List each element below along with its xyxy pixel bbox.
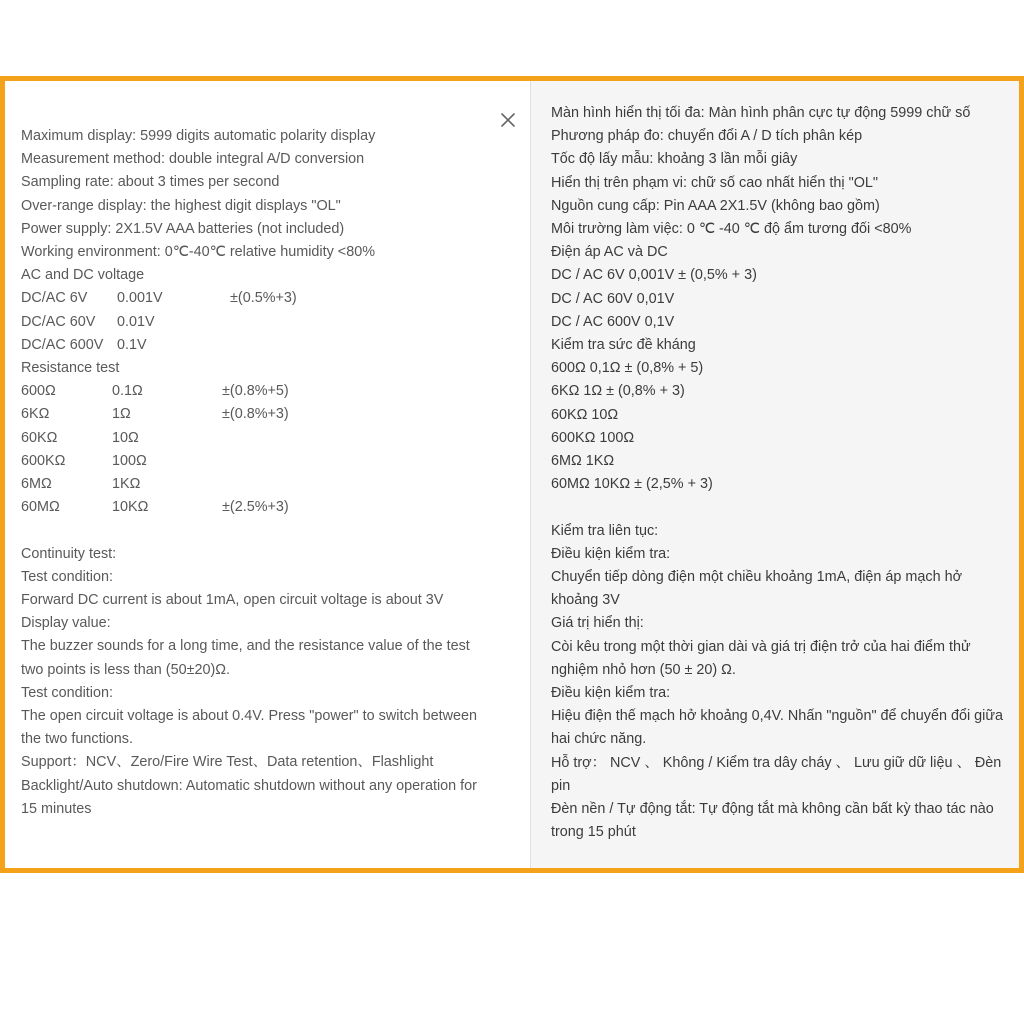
section-heading-resistance: Kiểm tra sức đề kháng	[551, 337, 696, 354]
spec-line: Chuyển tiếp dòng điện một chiều khoảng 1mA, điện áp mạch hở khoảng 3V	[551, 569, 963, 609]
voltage-row	[21, 311, 491, 334]
resistance-row	[21, 380, 491, 403]
original-text-pane	[5, 81, 530, 868]
range-cell: DC/AC 600V	[21, 336, 104, 353]
original-spec-text	[21, 125, 491, 821]
spec-line: DC / AC 6V 0,001V ± (0,5% + 3)	[551, 267, 757, 284]
resistance-row	[21, 427, 491, 450]
spec-line: 600KΩ 100Ω	[551, 429, 635, 446]
range-cell: 6KΩ	[21, 406, 50, 423]
resolution-cell: 10Ω	[112, 429, 139, 446]
spec-line: Display value:	[21, 615, 111, 632]
spec-line: Hiệu điện thế mạch hở khoảng 0,4V. Nhấn "nguồn" để chuyển đổi giữa hai chức năng.	[551, 708, 1003, 748]
spec-line: DC / AC 600V 0,1V	[551, 313, 675, 330]
resolution-cell: 0.1V	[117, 336, 147, 353]
spec-line: DC / AC 60V 0,01V	[551, 290, 675, 307]
spec-line: Working environment: 0℃-40℃ relative humidity <80%	[21, 244, 376, 261]
translated-spec-text	[551, 102, 1013, 844]
range-cell: 600Ω	[21, 383, 56, 400]
spec-line: 60KΩ 10Ω	[551, 406, 619, 423]
section-heading-voltage: AC and DC voltage	[21, 267, 145, 284]
spec-line: Test condition:	[21, 568, 113, 585]
spec-line: Tốc độ lấy mẫu: khoảng 3 lần mỗi giây	[551, 151, 798, 168]
spec-line: Màn hình hiển thị tối đa: Màn hình phân cực tự động 5999 chữ số	[551, 105, 971, 121]
accuracy-cell: ±(0.5%+3)	[230, 290, 297, 307]
close-button[interactable]	[495, 107, 521, 133]
section-heading-continuity: Continuity test:	[21, 545, 117, 562]
translated-text-pane	[530, 81, 1019, 868]
resistance-row	[21, 450, 491, 473]
spec-line: Measurement method: double integral A/D conversion	[21, 151, 365, 168]
spacer	[551, 496, 1013, 519]
accuracy-cell: ±(0.8%+3)	[222, 406, 289, 423]
spec-line: Maximum display: 5999 digits automatic polarity display	[21, 128, 376, 144]
resistance-row	[21, 403, 491, 426]
spec-line: Điều kiện kiểm tra:	[551, 545, 671, 562]
resolution-cell: 1Ω	[112, 406, 131, 423]
spec-line: 6MΩ 1KΩ	[551, 453, 615, 470]
spec-line: Hỗ trợ： NCV 、 Không / Kiểm tra dây cháy 、 Lưu giữ dữ liệu 、 Đèn pin	[551, 754, 1002, 794]
spec-line: 60MΩ 10KΩ ± (2,5% + 3)	[551, 476, 713, 493]
spec-line: The buzzer sounds for a long time, and the resistance value of the test two points is less than (50±20)Ω.	[21, 638, 470, 678]
close-icon	[501, 113, 515, 127]
spec-line: Môi trường làm việc: 0 ℃ -40 ℃ độ ẩm tương đối <80%	[551, 221, 912, 238]
range-cell: 600KΩ	[21, 452, 66, 469]
resolution-cell: 10KΩ	[112, 499, 149, 516]
section-heading-voltage: Điện áp AC và DC	[551, 244, 668, 261]
spec-line: The open circuit voltage is about 0.4V. Press "power" to switch between the two functions.	[21, 707, 478, 748]
spec-line: Điều kiện kiểm tra:	[551, 685, 671, 702]
spec-line: Nguồn cung cấp: Pin AAA 2X1.5V (không bao gồm)	[551, 197, 880, 214]
spec-dialog	[0, 76, 1024, 873]
spec-line: Forward DC current is about 1mA, open circuit voltage is about 3V	[21, 591, 444, 608]
resolution-cell: 1KΩ	[112, 475, 141, 492]
spec-line: Phương pháp đo: chuyển đổi A / D tích phân kép	[551, 128, 863, 145]
spec-line: Giá trị hiển thị:	[551, 615, 644, 632]
resistance-row	[21, 473, 491, 496]
resolution-cell: 0.1Ω	[112, 383, 143, 400]
spec-line: Power supply: 2X1.5V AAA batteries (not included)	[21, 220, 345, 237]
range-cell: 6MΩ	[21, 475, 52, 492]
spec-line: Hiển thị trên phạm vi: chữ số cao nhất hiển thị "OL"	[551, 174, 879, 191]
voltage-row	[21, 334, 491, 357]
spec-line: Support：NCV、Zero/Fire Wire Test、Data retention、Flashlight	[21, 754, 434, 771]
range-cell: 60KΩ	[21, 429, 58, 446]
resistance-row	[21, 496, 491, 519]
spec-line: Backlight/Auto shutdown: Automatic shutdown without any operation for 15 minutes	[21, 777, 477, 817]
range-cell: DC/AC 6V	[21, 290, 88, 307]
voltage-row	[21, 287, 491, 310]
resolution-cell: 100Ω	[112, 452, 147, 469]
range-cell: 60MΩ	[21, 499, 60, 516]
resolution-cell: 0.001V	[117, 290, 163, 307]
section-heading-resistance: Resistance test	[21, 359, 120, 376]
spacer	[21, 519, 491, 542]
spec-line: Over-range display: the highest digit displays "OL"	[21, 197, 341, 214]
spec-line: Sampling rate: about 3 times per second	[21, 174, 280, 191]
accuracy-cell: ±(0.8%+5)	[222, 383, 289, 400]
spec-line: Còi kêu trong một thời gian dài và giá trị điện trở của hai điểm thử nghiệm nhỏ hơn (50 ± 20) Ω.	[551, 638, 971, 678]
resolution-cell: 0.01V	[117, 313, 155, 330]
spec-line: 600Ω 0,1Ω ± (0,8% + 5)	[551, 360, 704, 377]
section-heading-continuity: Kiểm tra liên tục:	[551, 522, 659, 539]
range-cell: DC/AC 60V	[21, 313, 96, 330]
spec-line: Đèn nền / Tự động tắt: Tự động tắt mà không cần bất kỳ thao tác nào trong 15 phút	[551, 801, 994, 841]
spec-line: Test condition:	[21, 684, 113, 701]
accuracy-cell: ±(2.5%+3)	[222, 499, 289, 516]
spec-line: 6KΩ 1Ω ± (0,8% + 3)	[551, 383, 685, 400]
